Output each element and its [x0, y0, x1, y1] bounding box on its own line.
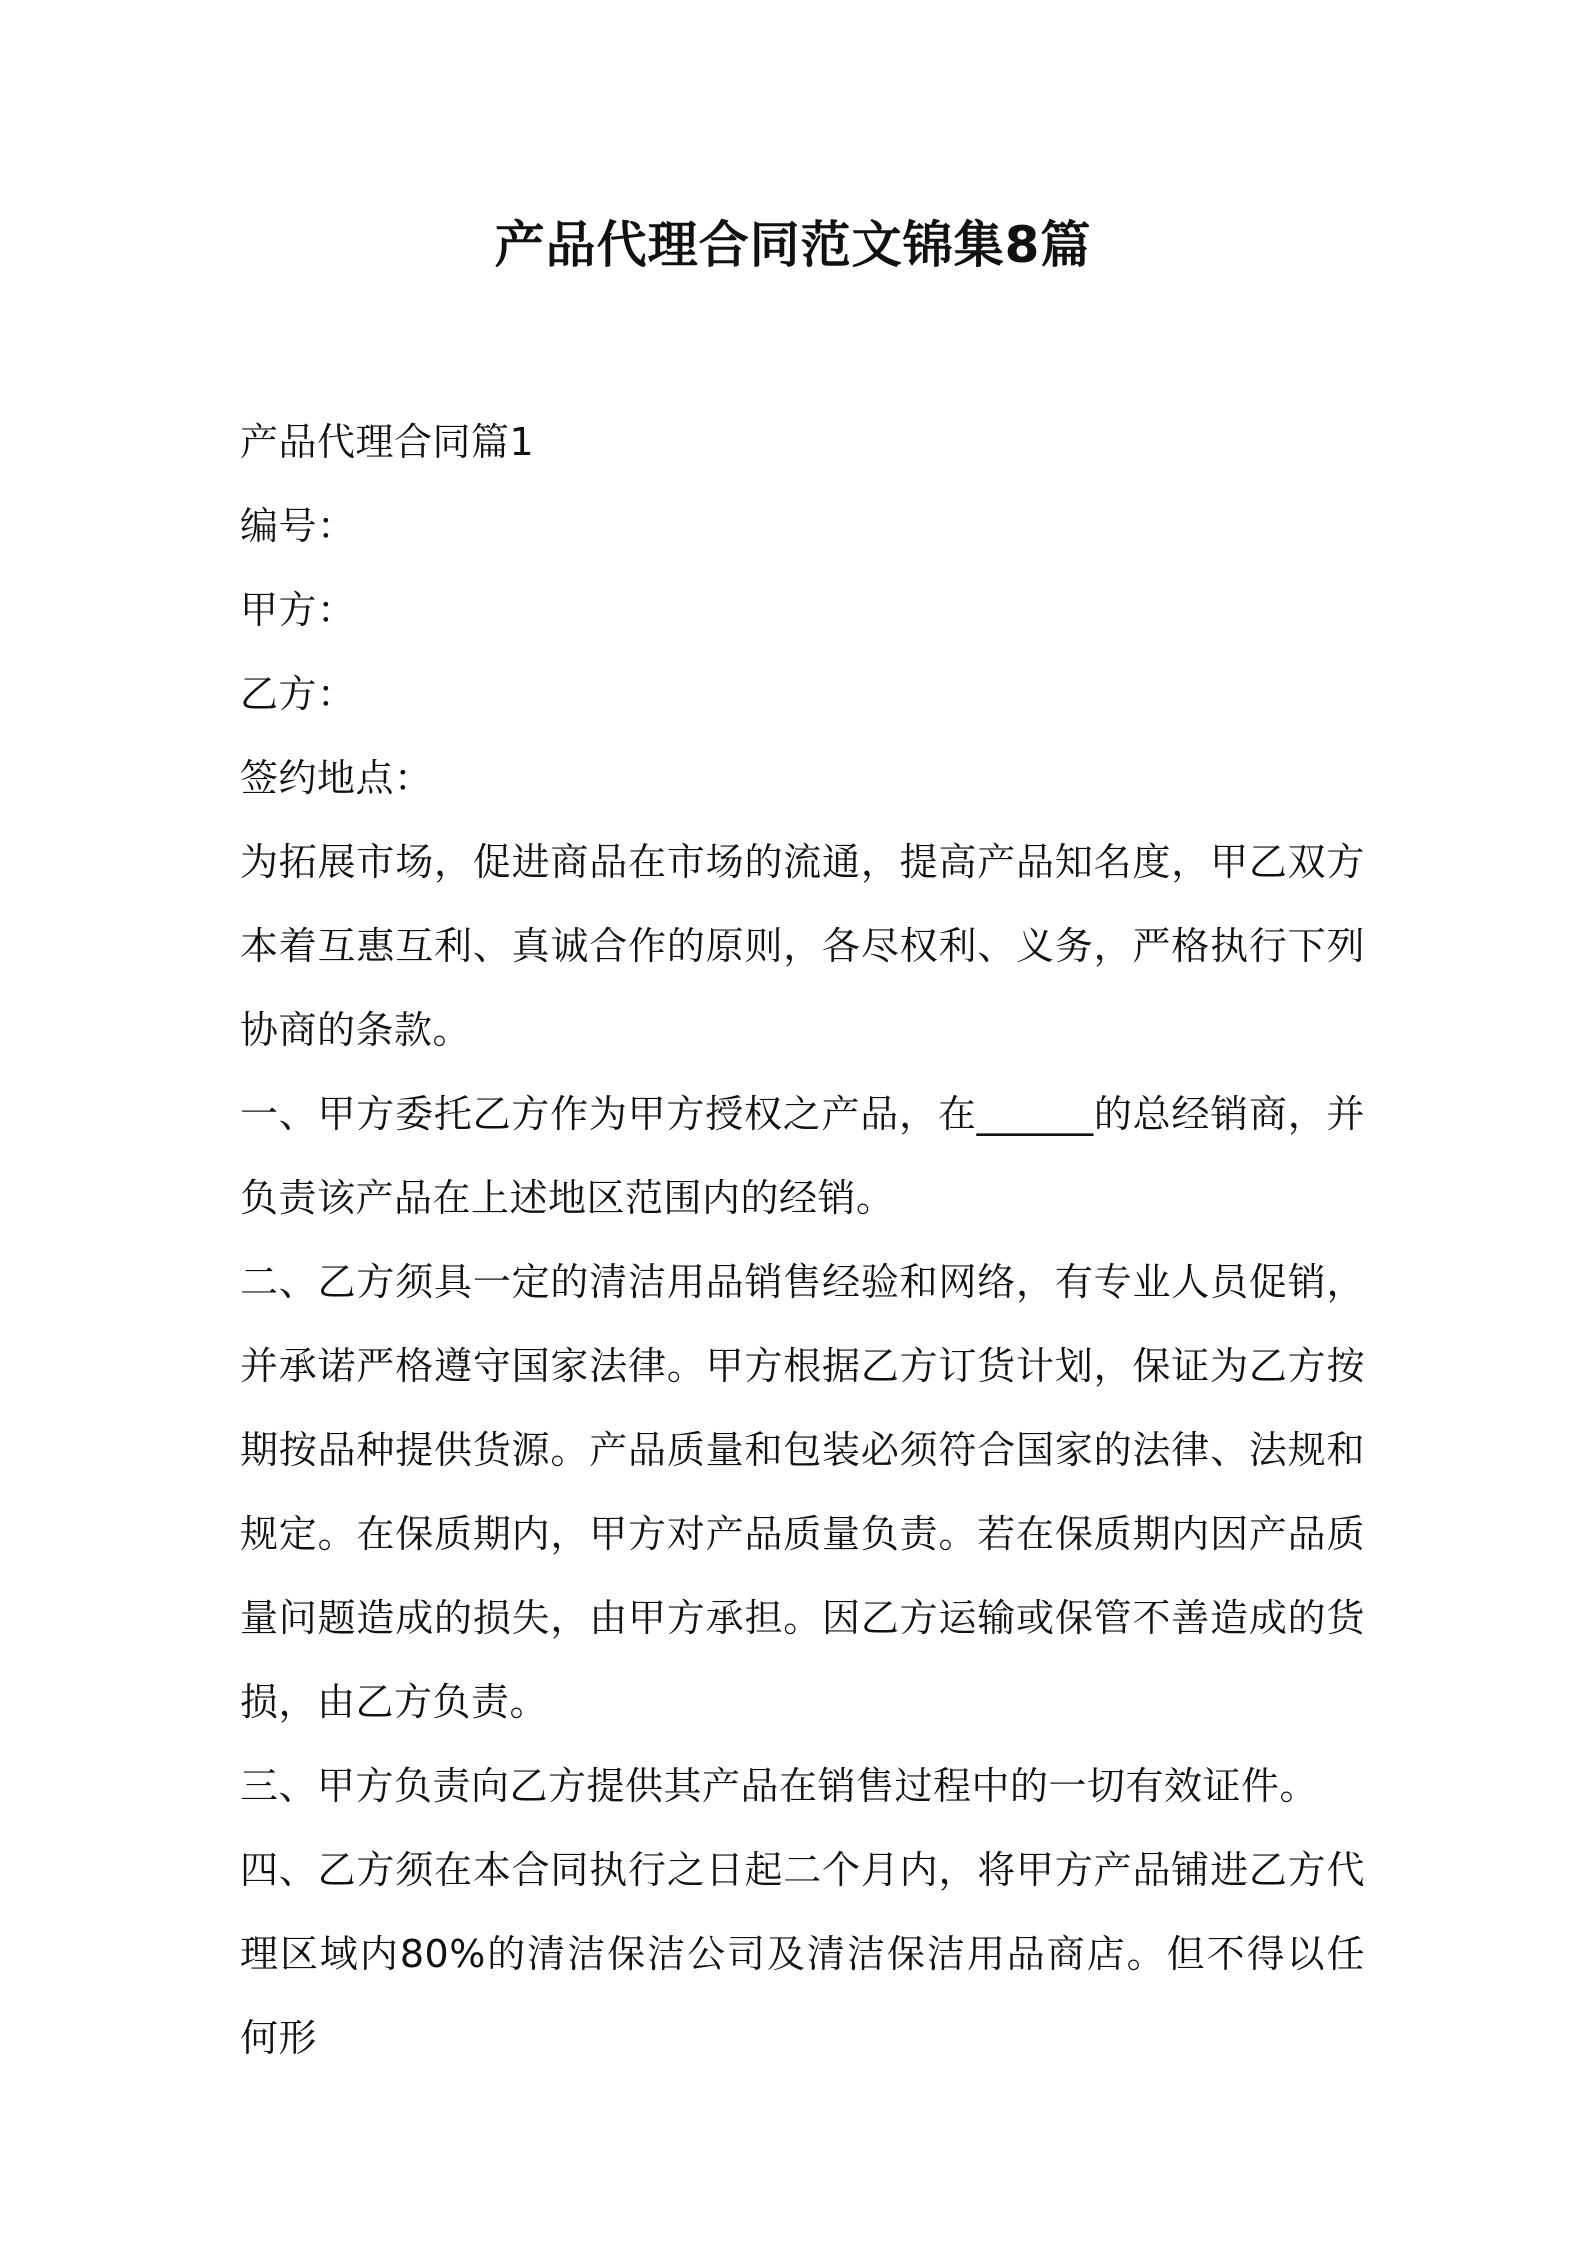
preamble-paragraph: 为拓展市场，促进商品在市场的流通，提高产品知名度，甲乙双方本着互惠互利、真诚合作的原则，各尽权利、义务，严格执行下列协商的条款。: [240, 840, 1365, 1052]
clause-4-paragraph: 四、乙方须在本合同执行之日起二个月内，将甲方产品铺进乙方代理区域内80%的清洁保洁公司及清洁保洁用品商店。但不得以任何形: [240, 1848, 1365, 2060]
section-heading: 产品代理合同篇1: [240, 420, 535, 464]
party-b-label: 乙方：: [240, 672, 356, 716]
signing-place-label: 签约地点：: [240, 756, 433, 800]
contract-number-label: 编号：: [240, 504, 356, 548]
document-body: [240, 400, 1365, 2080]
clause-1-paragraph: 一、甲方委托乙方作为甲方授权之产品，在______的总经销商，并负责该产品在上述地区范围内的经销。: [240, 1092, 1365, 1220]
party-a-label: 甲方：: [240, 588, 356, 632]
clause-3-paragraph: 三、甲方负责向乙方提供其产品在销售过程中的一切有效证件。: [240, 1764, 1319, 1808]
page-title: 产品代理合同范文锦集8篇: [494, 216, 1092, 274]
clause-2-paragraph: 二、乙方须具一定的清洁用品销售经验和网络，有专业人员促销，并承诺严格遵守国家法律。甲方根据乙方订货计划，保证为乙方按期按品种提供货源。产品质量和包装必须符合国家的法律、法规和规定。在保质期内，甲方对产品质量负责。若在保质期内因产品质量问题造成的损失，由甲方承担。因乙方运输或保管不善造成的货损，由乙方负责。: [240, 1260, 1365, 1724]
